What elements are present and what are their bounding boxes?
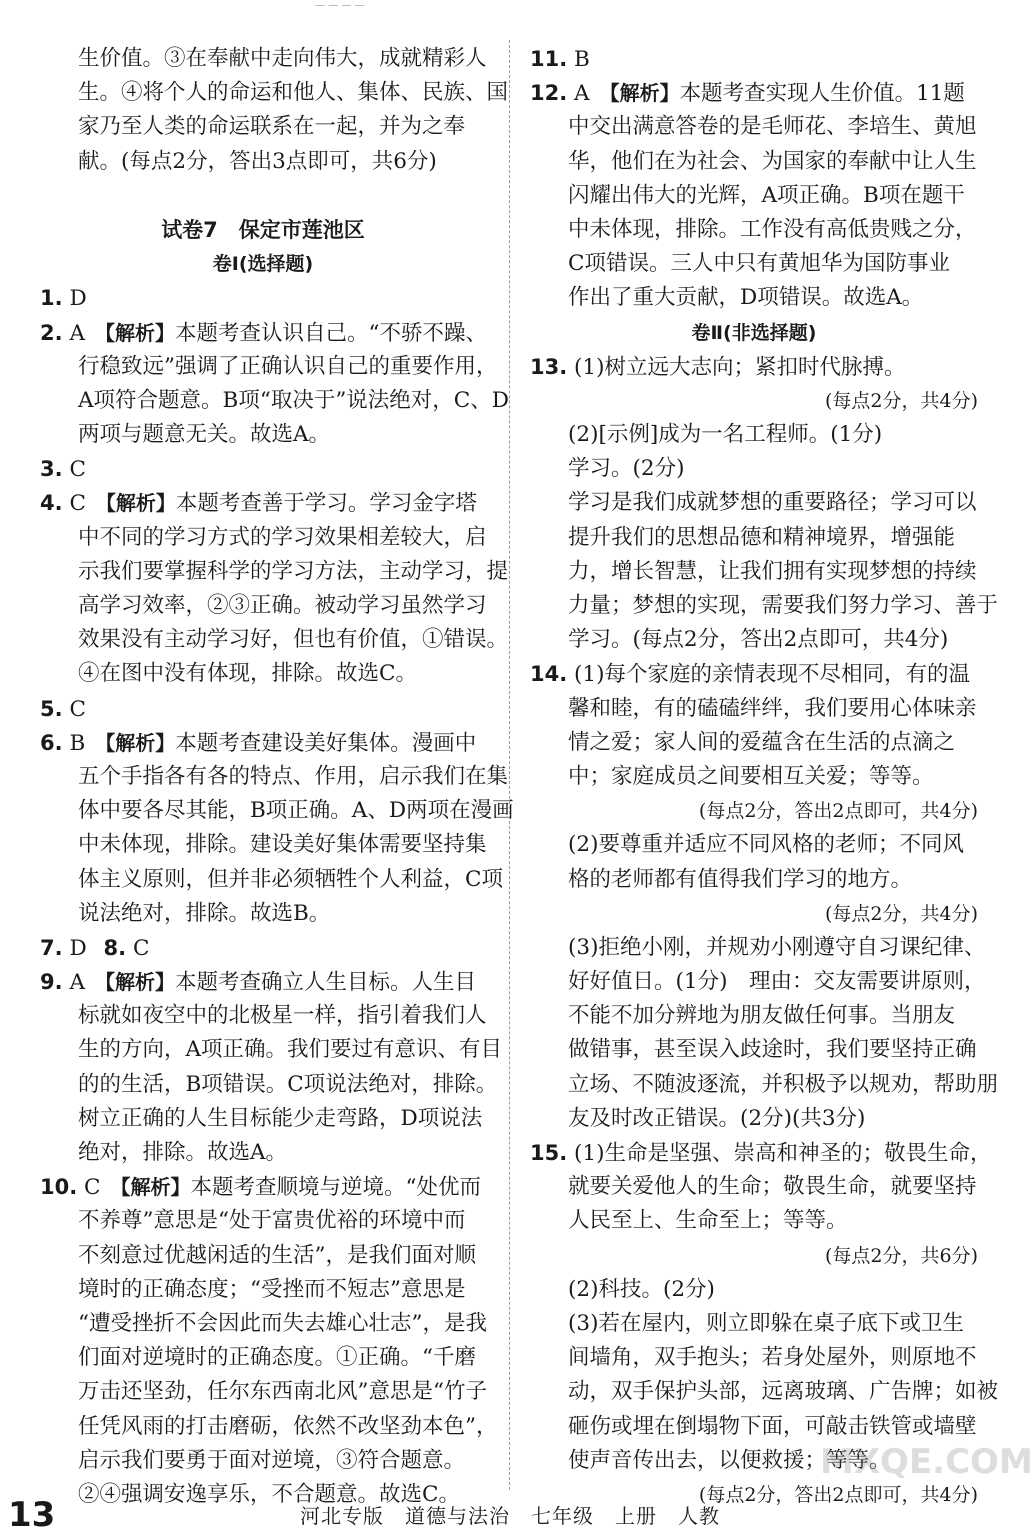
- text-line: [530, 384, 978, 418]
- question-number: 11.: [530, 47, 568, 71]
- text-line: [530, 521, 978, 555]
- text-line: [40, 1307, 486, 1341]
- answer-letter: B: [69, 730, 86, 756]
- text-line: [530, 452, 978, 486]
- text-line: [40, 555, 509, 589]
- line-text: (每点2分，共4分): [824, 902, 978, 925]
- text-line: [40, 486, 486, 520]
- line-text: 好好值日。(1分) 理由：交友需要讲原则，: [568, 969, 986, 995]
- line-text: 的的生活，B项错误。C项说法绝对，排除。: [78, 1071, 498, 1097]
- answer-letter: C: [132, 935, 150, 961]
- line-text: (每点2分，共6分): [824, 1244, 978, 1267]
- text-line: [530, 1375, 999, 1409]
- line-text: 生价值。③在奉献中走向伟大，成就精彩人: [78, 46, 487, 71]
- analysis-tag: 【解析】: [94, 320, 175, 345]
- text-line: [40, 145, 486, 179]
- text-line: [40, 1136, 486, 1170]
- text-line: [530, 1307, 978, 1341]
- text-line: [530, 726, 978, 760]
- line-text: 标就如夜空中的北极星一样，指引着我们人: [78, 1003, 487, 1029]
- line-text: 卷Ⅰ(选择题): [212, 253, 314, 276]
- text-line: [530, 76, 978, 110]
- text-line: [530, 657, 978, 691]
- text-line: [530, 1033, 978, 1067]
- text-line: [530, 589, 999, 623]
- text-line: [530, 281, 978, 315]
- question-number: 1.: [40, 286, 63, 311]
- text-line: [530, 350, 978, 384]
- line-text: 中未体现，排除。建设美好集体需要坚持集: [78, 832, 487, 858]
- text-line: [530, 1273, 978, 1307]
- text-line: [530, 760, 978, 794]
- question-number: 8.: [103, 935, 127, 960]
- text-line: [40, 1033, 503, 1067]
- text-line: [40, 897, 486, 931]
- line-text: 中；家庭成员之间要相互关爱；等等。: [568, 763, 934, 789]
- text-line: [530, 1239, 978, 1273]
- text-line: [40, 452, 486, 486]
- right-column: [530, 42, 999, 1512]
- line-text: (3)拒绝小刚，并规劝小刚遵守自习课纪律、: [568, 934, 986, 960]
- line-text: 作出了重大贡献，D项错误。故选A。: [568, 285, 924, 311]
- text-line: [40, 1444, 486, 1478]
- text-line: [40, 247, 486, 281]
- left-column: [40, 42, 514, 1512]
- text-line: [530, 213, 978, 247]
- analysis-tag: 【解析】: [110, 1175, 191, 1200]
- line-text: 友及时改正错误。(2分)(共3分): [568, 1105, 866, 1131]
- line-text: 本题考查认识自己。“不骄不躁、: [174, 320, 487, 346]
- answer-letter: D: [69, 286, 87, 312]
- answer-letter: D: [69, 935, 87, 961]
- text-line: [530, 1102, 978, 1136]
- text-line: [40, 1102, 486, 1136]
- watermark: MXQE.COM: [820, 1442, 1033, 1482]
- analysis-tag: 【解析】: [94, 970, 175, 995]
- text-line: [40, 1170, 486, 1204]
- line-text: 万击还坚劲，任尔东西南北风”意思是“竹子: [78, 1379, 487, 1405]
- line-text: 闪耀出伟大的光辉，A项正确。B项在题干: [568, 182, 965, 208]
- line-text: 提升我们的思想品德和精神境界，增强能: [568, 524, 956, 550]
- top-marks: — — — —: [315, 0, 365, 11]
- line-text: (每点2分，答出2点即可，共4分): [698, 800, 978, 823]
- line-text: 任凭风雨的打击磨砺，依然不改坚劲本色”，: [78, 1413, 498, 1439]
- text-line: [40, 965, 486, 999]
- line-text: 说法绝对，排除。故选B。: [78, 900, 331, 926]
- text-line: [40, 350, 498, 384]
- text-line: [40, 316, 486, 350]
- column-divider: [509, 40, 510, 1490]
- line-text: (1)每个家庭的亲情表现不尽相同，有的温: [574, 662, 971, 688]
- text-line: [40, 213, 486, 247]
- text-line: [530, 623, 978, 657]
- line-text: 效果没有主动学习好，但也有价值，①错误。: [78, 627, 509, 653]
- answer-letter: A: [69, 970, 85, 996]
- analysis-tag: 【解析】: [95, 730, 176, 755]
- text-line: [530, 42, 978, 76]
- footer: [0, 1494, 1011, 1536]
- line-text: 砸伤或埋在倒塌物下面，可敲击铁管或墙壁: [568, 1413, 977, 1439]
- line-text: 间墙角，双手抱头；若身处屋外，则原地不: [568, 1345, 977, 1371]
- line-text: 力，增长智慧，让我们拥有实现梦想的持续: [568, 558, 977, 584]
- question-number: 15.: [530, 1141, 568, 1165]
- line-text: ④在图中没有体现，排除。故选C。: [78, 661, 417, 687]
- question-number: 10.: [40, 1175, 78, 1200]
- line-text: (每点2分，共4分): [824, 389, 978, 412]
- text-line: [530, 1170, 978, 1204]
- text-line: [40, 623, 509, 657]
- answer-letter: C: [69, 457, 86, 483]
- text-line: [530, 999, 978, 1033]
- line-text: 力量；梦想的实现，需要我们努力学习、善于: [568, 593, 999, 618]
- line-text: 学习。(每点2分，答出2点即可，共4分): [568, 627, 949, 653]
- footer-text: 河北专版 道德与法治 七年级 上册 人教: [300, 1504, 720, 1528]
- text-line: [40, 1410, 498, 1444]
- line-text: 情之爱；家人间的爱蕴含在生活的点滴之: [568, 729, 956, 755]
- line-text: (1)树立远大志向；紧扣时代脉搏。: [574, 354, 906, 380]
- line-text: “遭受挫折不会因此而失去雄心壮志”，是我: [78, 1310, 487, 1336]
- line-text: (1)生命是坚强、崇高和神圣的；敬畏生命，: [574, 1141, 992, 1166]
- line-text: 绝对，排除。故选A。: [78, 1140, 288, 1165]
- line-text: 就要关爱他人的生命；敬畏生命，就要坚持: [568, 1174, 977, 1200]
- analysis-tag: 【解析】: [599, 81, 680, 106]
- line-text: 不养尊”意思是“处于富贵优裕的环境中而: [78, 1208, 466, 1234]
- text-line: [40, 42, 486, 76]
- question-number: 12.: [530, 81, 568, 106]
- line-text: (每点2分，答出2点即可，共4分): [698, 1483, 978, 1506]
- question-number: 7.: [40, 935, 63, 960]
- line-text: 本题考查确立人生目标。人生目: [174, 970, 476, 996]
- text-line: [530, 145, 978, 179]
- text-line: [40, 1068, 498, 1102]
- text-line: [40, 999, 486, 1033]
- question-number: 9.: [40, 970, 63, 995]
- text-line: [530, 692, 978, 726]
- analysis-tag: 【解析】: [95, 491, 176, 516]
- line-text: 高学习效率，②③正确。被动学习虽然学习: [78, 593, 487, 618]
- line-text: 学习。(2分): [568, 456, 685, 482]
- text-line: [40, 692, 486, 726]
- text-line: [530, 247, 978, 281]
- text-line: [40, 589, 486, 623]
- text-line: [530, 1136, 992, 1170]
- text-line: [530, 794, 978, 828]
- question-number: 4.: [40, 491, 63, 516]
- line-text: 人民至上、生命至上；等等。: [568, 1208, 848, 1234]
- text-line: [530, 1204, 978, 1238]
- text-line: [40, 760, 509, 794]
- text-line: [40, 281, 486, 315]
- line-text: 使声音传出去，以便救援；等等。: [568, 1447, 891, 1473]
- line-text: 本题考查顺境与逆境。“处优而: [190, 1175, 481, 1201]
- answer-letter: C: [69, 696, 86, 722]
- line-text: 家乃至人类的命运联系在一起，并为之奉: [78, 114, 466, 140]
- line-text: 试卷7 保定市莲池区: [161, 217, 365, 242]
- line-text: 学习是我们成就梦想的重要路径；学习可以: [568, 490, 977, 516]
- line-text: (2)科技。(2分): [568, 1276, 715, 1302]
- line-text: (3)若在屋内，则立即躲在桌子底下或卫生: [568, 1310, 964, 1336]
- line-text: 启示我们要勇于面对逆境，③符合题意。: [78, 1447, 466, 1473]
- line-text: 不能不加分辨地为朋友做任何事。当朋友: [568, 1003, 956, 1029]
- text-line: [530, 1341, 978, 1375]
- question-number: 3.: [40, 457, 63, 482]
- line-text: 境时的正确态度；“受挫而不短志”意思是: [78, 1276, 466, 1302]
- question-number: 2.: [40, 320, 63, 345]
- line-text: 五个手指各有各的特点、作用，启示我们在集: [78, 763, 509, 789]
- text-line: [530, 863, 978, 897]
- text-line: [40, 418, 486, 452]
- line-text: 动，双手保护头部，远离玻璃、广告牌；如被: [568, 1379, 999, 1405]
- answer-letter: B: [574, 47, 590, 72]
- line-text: 中不同的学习方式的学习效果相差较大，启: [78, 524, 487, 550]
- line-text: C项错误。三人中只有黄旭华为国防事业: [568, 251, 950, 277]
- answer-letter: C: [69, 491, 86, 517]
- text-line: [530, 965, 986, 999]
- text-line: [40, 1375, 486, 1409]
- line-text: A项符合题意。B项“取决于”说法绝对，C、D: [78, 387, 509, 413]
- line-text: 做错事，甚至误入歧途时，我们要坚持正确: [568, 1037, 977, 1063]
- text-line: [530, 931, 986, 965]
- text-line: [40, 863, 503, 897]
- text-line: [40, 1204, 486, 1238]
- text-line: [530, 897, 978, 931]
- question-number: 14.: [530, 662, 568, 687]
- text-line: [40, 828, 486, 862]
- line-text: 们面对逆境时的正确态度。①正确。“千磨: [78, 1345, 476, 1371]
- text-line: [530, 555, 978, 589]
- text-line: [40, 794, 514, 828]
- text-line: [40, 179, 486, 213]
- text-line: [40, 726, 486, 760]
- text-line: [40, 1239, 486, 1273]
- text-line: [40, 657, 486, 691]
- line-text: (2)[示例]成为一名工程师。(1分): [568, 422, 883, 448]
- line-text: 示我们要掌握科学的学习方法，主动学习，提: [78, 558, 509, 584]
- line-text: 本题考查实现人生价值。11题: [679, 81, 965, 107]
- text-line: [40, 384, 509, 418]
- answer-letter: A: [574, 81, 590, 107]
- line-text: ②④强调安逸享乐，不合题意。故选C。: [78, 1481, 460, 1507]
- question-number: 13.: [530, 354, 568, 379]
- answer-letter: C: [84, 1175, 101, 1201]
- text-line: [40, 76, 509, 110]
- line-text: (2)要尊重并适应不同风格的老师；不同风: [568, 832, 964, 858]
- line-text: 献。(每点2分，答出3点即可，共6分): [78, 148, 437, 174]
- line-text: 体主义原则，但并非必须牺牲个人利益，C项: [78, 866, 503, 892]
- line-text: 立场、不随波逐流，并积极予以规劝，帮助朋: [568, 1071, 999, 1097]
- text-line: [40, 521, 486, 555]
- line-text: 卷Ⅱ(非选择题): [691, 321, 817, 344]
- line-text: 生。④将个人的命运和他人、集体、民族、国: [78, 80, 509, 106]
- line-text: 馨和睦，有的磕磕绊绊，我们要用心体味亲: [568, 695, 977, 721]
- line-text: 中交出满意答卷的是毛师花、李培生、黄旭: [568, 114, 977, 140]
- page-number: 13: [8, 1495, 56, 1535]
- text-line: [40, 1273, 486, 1307]
- line-text: 两项与题意无关。故选A。: [78, 422, 331, 448]
- line-text: 格的老师都有值得我们学习的地方。: [568, 866, 913, 892]
- line-text: 本题考查建设美好集体。漫画中: [175, 730, 477, 756]
- line-text: 树立正确的人生目标能少走弯路，D项说法: [78, 1105, 483, 1131]
- line-text: 体中要各尽其能，B项正确。A、D两项在漫画: [78, 798, 514, 824]
- line-text: 行稳致远”强调了正确认识自己的重要作用，: [78, 353, 498, 379]
- text-line: [530, 1410, 978, 1444]
- text-line: [530, 828, 978, 862]
- text-line: [530, 486, 978, 520]
- line-text: 中未体现，排除。工作没有高低贵贱之分，: [568, 216, 977, 242]
- text-line: [530, 179, 978, 213]
- answer-letter: A: [69, 320, 85, 346]
- question-number: 5.: [40, 696, 63, 721]
- text-line: [530, 316, 978, 350]
- text-line: [40, 1341, 486, 1375]
- text-line: [530, 418, 978, 452]
- text-line: [40, 110, 486, 144]
- question-number: 6.: [40, 730, 63, 755]
- line-text: 华，他们在为社会、为国家的奉献中让人生: [568, 148, 977, 174]
- line-text: 本题考查善于学习。学习金字塔: [175, 491, 477, 517]
- line-text: 不刻意过优越闲适的生活”，是我们面对顺: [78, 1242, 476, 1268]
- line-text: 生的方向，A项正确。我们要过有意识、有目: [78, 1037, 503, 1063]
- text-line: [530, 110, 978, 144]
- text-line: [40, 931, 486, 965]
- text-line: [530, 1068, 999, 1102]
